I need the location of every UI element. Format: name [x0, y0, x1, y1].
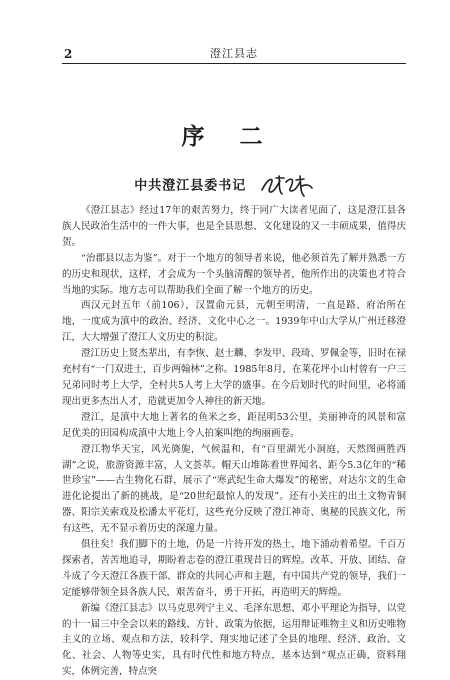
- paragraph: “治郡县以志为鉴”。对于一个地方的领导者来说，他必须首先了解并熟悉一方的历史和现状，这样，才会成为一个头脑清醒的领导者，他所作出的决策也才符合当地的实际。地方志可以帮助我们全面了解一个地方的历史。: [62, 252, 406, 296]
- paragraph: 西汉元封五年（前106），汉置俞元县，元朝至明清，一直是路、府治所在地，一度成为滇中的政治、经济、文化中心之一。1939年中山大学从广州迁移澄江，大大增强了澄江人文历史的积淀。: [62, 300, 406, 344]
- preface-body: [62, 203, 406, 680]
- paragraph: 新编《澄江县志》以马克思列宁主义、毛泽东思想、邓小平理论为指导，以党的十一届三中全会以来的路线、方针、政策为依据，运用辩证唯物主义和历史唯物主义的立场、观点和方法，较科学、翔实地记述了全县的地理、经济、政治、文化、社会、人物等史实，具有时代性和地方特点，基本达到“观点正确，资料翔实，体例完善，特点突: [62, 602, 406, 678]
- running-title: 澄江县志: [210, 47, 258, 60]
- paragraph: 俱往矣！我们脚下的土地，仍是一片待开发的热土，地下涌动着希望。千百万探索者，苦苦地追寻，期盼着志卷的澄江重现昔日的辉煌。改革、开放、团结、奋斗成了今天澄江各族干部、群众的共同心声和主题，有中国共产党的领导，我们一定能够带领全县各族人民，艰苦奋斗，勇于开拓，再造明天的辉煌。: [62, 539, 406, 598]
- paragraph: 澄江，是滇中大地上著名的鱼米之乡，距昆明53公里，美丽神奇的风景和富足优美的田园构成滇中大地上令人拍案叫绝的绚丽画卷。: [62, 411, 406, 439]
- paragraph: 澄江物华天宝，风光旖旎，气候温和，有“百里湖光小洞庭，天然图画胜西湖”之说，旅游资源丰富，人文荟萃。帽天山堆陈着世界闻名、距今5.3亿年的“稀世珍宝”——古生物化石群，展示了“寒武纪生命大爆发”的秘密，对达尔文的生命进化论提出了新的挑战，是“20世纪最惊人的发现”。还有小关庄的出土文物青铜器、阳宗关索戏及松潘太平花灯，这些充分反映了澄江神奇、奥秘的民族文化，所有这些，无不显示着历史的深邃力量。: [62, 443, 406, 535]
- author-title: 中共澄江县委书记: [134, 178, 247, 194]
- preface-title: 序 二: [181, 123, 269, 150]
- author-line: [0, 172, 450, 200]
- page-number: 2: [64, 47, 73, 61]
- paragraph: 《澄江县志》经过17年的艰苦努力，终于同广大读者见面了，这是澄江县各族人民政治生活中的一件大事，也是全县思想、文化建设的又一丰硕成果，值得庆贺。: [62, 205, 406, 248]
- running-header: [62, 47, 406, 64]
- paragraph: 澄江历史上贤杰辈出，有李恢、赵士麟、李发甲、段琦、罗佩金等，旧时在禄充村有“一门双进士，百步两翰林”之称。1985年8月，在莱花坪小山村曾有一户三兄弟同时考上大学，全村共5人考上大学的盛事。在今后划时代的时间里，必将涌现出更多杰出人才，造就更加令人神往的新天地。: [62, 348, 406, 407]
- handwritten-signature: [258, 172, 316, 200]
